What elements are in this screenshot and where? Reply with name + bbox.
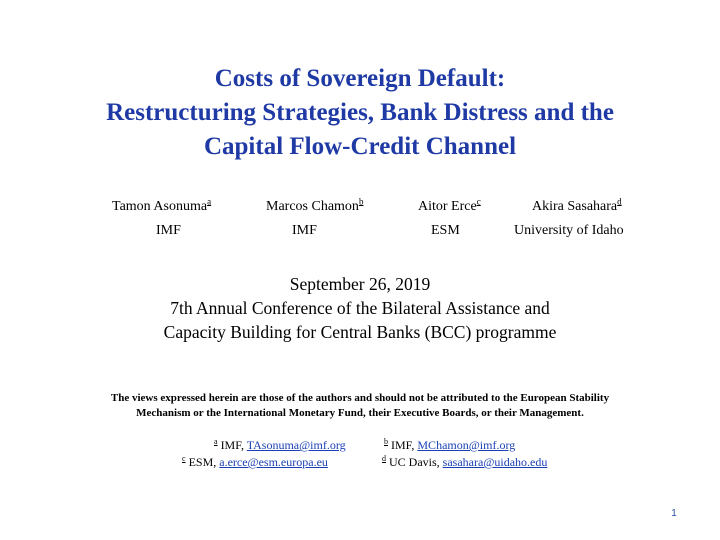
author-affiliation: IMF: [156, 223, 181, 238]
contact-org: UC Davis,: [389, 455, 440, 469]
contact-org: IMF,: [391, 438, 415, 452]
email-link[interactable]: a.erce@esm.europa.eu: [219, 455, 328, 469]
conference-info: [0, 272, 720, 344]
disclaimer: [0, 391, 720, 421]
author-chamon: [266, 195, 363, 243]
conference-line-1: 7th Annual Conference of the Bilateral Assistance and: [170, 298, 550, 318]
title-line-1: Costs of Sovereign Default:: [214, 65, 506, 92]
author-superscript: a: [207, 196, 212, 207]
page-number: 1: [671, 508, 677, 519]
author-name: Tamon Asonuma$^a$: [112, 196, 212, 214]
author-superscript: b: [358, 196, 364, 207]
author-name: Marcos Chamon$^b$: [266, 196, 364, 214]
slide-title: [0, 62, 720, 164]
author-name: Aitor Erce$^c$: [418, 196, 481, 214]
contact-org: IMF,: [220, 438, 244, 452]
author-superscript: d: [617, 196, 622, 207]
disclaimer-line-1: The views expressed herein are those of the authors and should not be attributed to the European Stability: [110, 392, 610, 404]
contact-sasahara: [382, 454, 547, 471]
contact-superscript: c: [182, 454, 186, 463]
email-link[interactable]: sasahara@uidaho.edu: [442, 455, 548, 469]
email-link[interactable]: MChamon@imf.org: [417, 438, 516, 452]
contact-superscript: d: [382, 454, 386, 463]
author-name: Akira Sasahara$^d$: [532, 196, 622, 214]
author-erce: [418, 195, 481, 243]
author-affiliation: University of Idaho: [514, 223, 624, 238]
author-superscript: c: [476, 196, 481, 207]
contact-list: [0, 437, 720, 477]
author-affiliation: ESM: [431, 223, 460, 238]
contact-org: ESM,: [188, 455, 217, 469]
conference-date: September 26, 2019: [289, 274, 431, 294]
email-link[interactable]: TAsonuma@imf.org: [246, 438, 346, 452]
author-sasahara: [514, 195, 624, 243]
author-affiliation: IMF: [292, 223, 317, 238]
contact-superscript: a: [214, 437, 218, 446]
contact-superscript: b: [384, 437, 388, 446]
conference-line-2: Capacity Building for Central Banks (BCC) programme: [163, 322, 557, 342]
contact-erce: [182, 454, 328, 471]
author-asonuma: [112, 195, 211, 243]
author-list: [0, 195, 720, 245]
contact-asonuma: [214, 437, 346, 454]
title-line-2: Restructuring Strategies, Bank Distress and the: [106, 99, 614, 126]
disclaimer-line-2: Mechanism or the International Monetary Fund, their Executive Boards, or their Management.: [136, 407, 584, 419]
title-line-3: Capital Flow-Credit Channel: [203, 133, 517, 160]
contact-chamon: [384, 437, 515, 454]
